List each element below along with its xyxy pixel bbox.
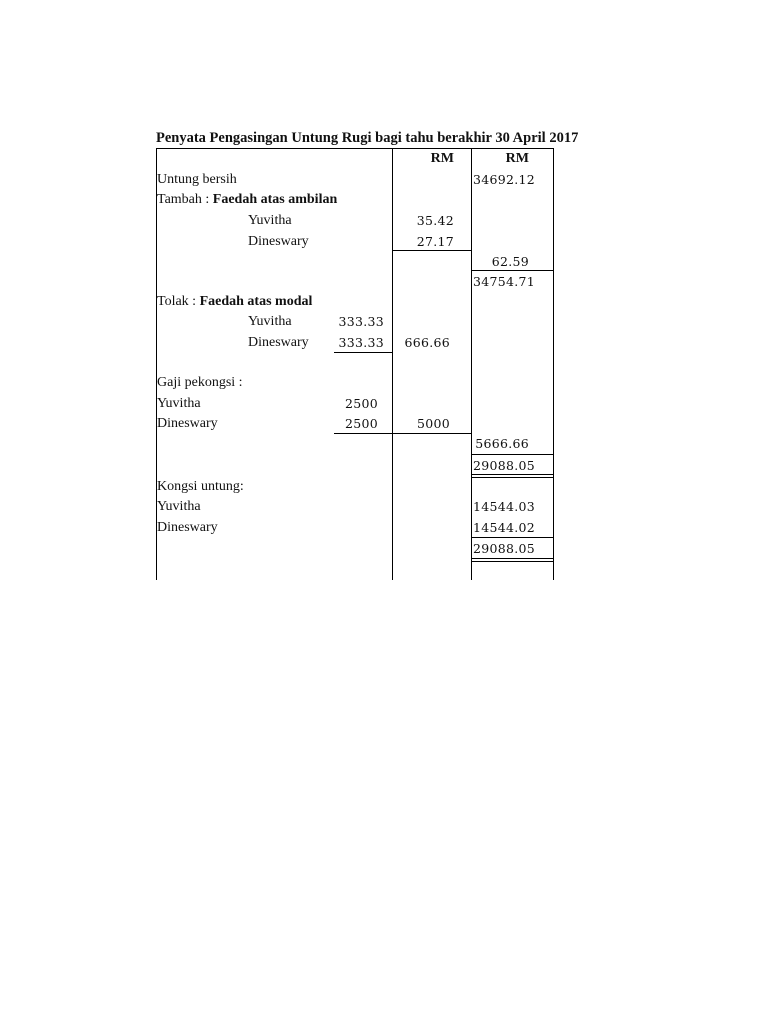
value-tambah-total: 62.59 xyxy=(491,254,529,269)
tambah-prefix: Tambah : xyxy=(157,192,213,207)
value-gaji-dineswary: 2500 xyxy=(344,416,378,431)
value-kongsi-yuvitha: 14544.03 xyxy=(473,499,536,514)
underline-tolak-total xyxy=(471,454,554,455)
tambah-heading: Faedah atas ambilan xyxy=(212,192,338,207)
underline-kongsi xyxy=(471,537,554,538)
value-tolak-total: 5666.66 xyxy=(475,436,529,451)
table-right-border xyxy=(553,148,554,580)
underline-tambah-mid xyxy=(392,250,472,251)
value-subtotal-2: 29088.05 xyxy=(473,458,536,473)
row-label-tambah-yuvitha: Yuvitha xyxy=(248,213,292,228)
row-label-tambah xyxy=(157,190,337,210)
header-rm-mid: RM xyxy=(430,151,454,166)
value-gaji-yuvitha: 2500 xyxy=(344,396,378,411)
value-tolak-dineswary: 333.33 xyxy=(338,335,384,350)
double-underline-subtotal-2-b xyxy=(471,477,554,478)
value-untung-bersih: 34692.12 xyxy=(473,172,536,187)
row-label-kongsi-yuvitha: Yuvitha xyxy=(157,499,201,514)
value-gaji-mid-total: 5000 xyxy=(416,416,450,431)
value-tambah-yuvitha: 35.42 xyxy=(416,213,454,228)
value-tolak-mid-total: 666.66 xyxy=(404,335,450,350)
row-label-tambah-dineswary: Dineswary xyxy=(248,234,309,249)
underline-gaji xyxy=(334,433,472,434)
row-label-gaji-dineswary: Dineswary xyxy=(157,416,218,431)
value-kongsi-total: 29088.05 xyxy=(473,541,536,556)
row-label-tolak-dineswary: Dineswary xyxy=(248,335,309,350)
row-label-gaji-yuvitha: Yuvitha xyxy=(157,396,201,411)
value-subtotal-1: 34754.71 xyxy=(473,274,536,289)
underline-tambah-total xyxy=(471,270,554,271)
tolak-heading: Faedah atas modal xyxy=(199,294,313,309)
value-kongsi-dineswary: 14544.02 xyxy=(473,520,536,535)
underline-tolak-inner xyxy=(334,352,392,353)
column-divider-right xyxy=(471,148,472,580)
statement-title: Penyata Pengasingan Untung Rugi bagi tahu berakhir 30 April 2017 xyxy=(156,130,579,146)
header-rm-right: RM xyxy=(505,151,529,166)
double-underline-kongsi-total-a xyxy=(471,558,554,559)
row-label-tolak-yuvitha: Yuvitha xyxy=(248,314,292,329)
row-label-gaji-pekongsi: Gaji pekongsi : xyxy=(157,375,243,390)
row-label-kongsi-dineswary: Dineswary xyxy=(157,520,218,535)
value-tolak-yuvitha: 333.33 xyxy=(338,314,384,329)
double-underline-subtotal-2-a xyxy=(471,474,554,475)
tolak-prefix: Tolak : xyxy=(157,294,200,309)
row-label-tolak xyxy=(157,292,312,312)
row-label-untung-bersih: Untung bersih xyxy=(157,172,237,187)
value-tambah-dineswary: 27.17 xyxy=(416,234,454,249)
double-underline-kongsi-total-b xyxy=(471,561,554,562)
row-label-kongsi-untung: Kongsi untung: xyxy=(157,479,244,494)
